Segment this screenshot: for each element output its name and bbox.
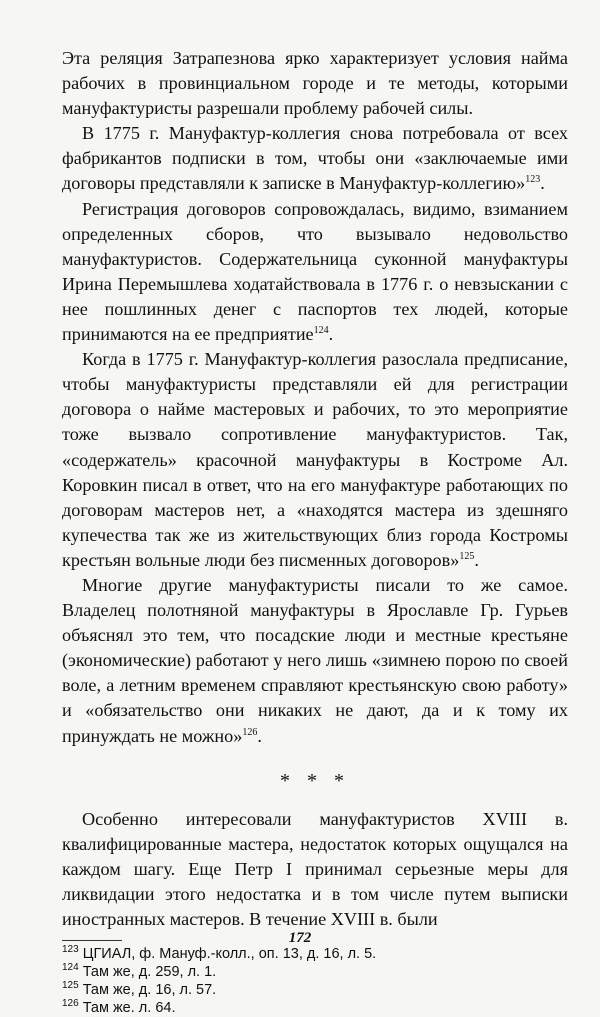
footnote-number: 125 <box>62 980 79 992</box>
footnote-ref-123: 123 <box>525 174 541 186</box>
footnote-number: 126 <box>62 998 79 1010</box>
paragraph-3: Регистрация договоров сопровождалась, видимо, взиманием определенных сборов, что вызывало недовольство мануфактуристов. Содержательница суконной мануфактуры Ирина Перемышлева ходатайствовала в 1776 г. о невзыскании с нее пошлинных денег с паспортов тех людей, которые принимаются на ее предприятие$^{124}$. <box>62 198 568 345</box>
paragraph-4: Когда в 1775 г. Мануфактур-коллегия разослала предписание, чтобы мануфактуристы представляли ей для регистрации договора о найме мастеровых и рабочих, то это мероприятие тоже вызвало сопротивление мануфактуристов. Так, «содержатель» красочной мануфактуры в Костроме Ал. Коровкин писал в ответ, что на его мануфактуре работающих по договорам мастеров нет, а «находятся мастера из здешняго купечества так же из жительствующих близ города Костромы крестьян вольные люди без писменных договоров»$^{125}$. <box>62 349 568 570</box>
footnote-ref-125: 125 <box>459 550 475 562</box>
paragraph-2-text: В 1775 г. Мануфактур-коллегия снова потребовала от всех фабрикантов подписки в том, чтобы они «заключаемые ими договоры представляли к записке в Мануфактур-коллегию» <box>62 123 568 194</box>
paragraph-3-text: Регистрация договоров сопровождалась, видимо, взиманием определенных сборов, что вызывало недовольство мануфактуристов. Содержательница суконной мануфактуры Ирина Перемышлева ходатайствовала в 1776 г. о невзыскании с нее пошлинных денег с паспортов тех людей, которые принимаются на ее предприятие <box>62 198 568 345</box>
paragraph-5: Многие другие мануфактуристы писали то же самое. Владелец полотняной мануфактуры в Ярославле Гр. Гурьев объяснял это тем, что посадские люди и местные крестьяне (экономические) работают у него лишь «зимнею порою по своей воле, а летним временем справляют крестьянскую свою работу» и «обязательство они никаких не дают, да и к тому их принуждать не можно»$^{126}$. <box>62 574 568 746</box>
paragraph-5-text: Многие другие мануфактуристы писали то же самое. Владелец полотняной мануфактуры в Ярославле Гр. Гурьев объяснял это тем, что посадские люди и местные крестьяне (экономические) работают у него лишь «зимнею порою по своей воле, а летним временем справляют крестьянскую свою работу» и «обязательство они никаких не дают, да и к тому их принуждать не можно» <box>62 574 568 746</box>
footnote-123 <box>62 945 568 963</box>
footnote-ref-126: 126 <box>242 726 258 738</box>
footnote-text: Там же. л. 64. <box>82 1000 176 1017</box>
footnote-124 <box>62 963 568 981</box>
paragraph-2: В 1775 г. Мануфактур-коллегия снова потребовала от всех фабрикантов подписки в том, чтобы они «заключаемые ими договоры представляли к записке в Мануфактур-коллегию»$^{123}$. <box>62 123 568 194</box>
section-separator: * * * <box>280 769 350 792</box>
footnote-text: ЦГИАЛ, ф. Мануф.-колл., оп. 13, д. 16, л. 5. <box>82 946 377 963</box>
paragraph-1-text: Эта реляция Затрапезнова ярко характеризует условия найма рабочих в провинциальном городе и те методы, которыми мануфактуристы разрешали проблему рабочей силы. <box>62 48 568 119</box>
paragraph-6 <box>62 807 568 932</box>
footnote-126 <box>62 999 568 1017</box>
footnote-text: Там же, д. 259, л. 1. <box>82 964 217 981</box>
footnote-text: Там же, д. 16, л. 57. <box>82 982 217 999</box>
footnote-number: 124 <box>62 962 79 974</box>
paragraph-6-text: Особенно интересовали мануфактуристов XVIII в. квалифицированные мастера, недостаток которых ощущался на каждом шагу. Еще Петр I принимал серьезные меры для ликвидации этого недостатка и в том числе путем выписки иностранных мастеров. В течение XVIII в. были <box>62 808 568 929</box>
page-number: 172 <box>288 930 312 946</box>
footnote-number: 123 <box>62 944 79 956</box>
footnote-ref-124: 124 <box>313 324 329 336</box>
paragraph-1 <box>62 46 568 121</box>
footnotes <box>62 945 568 1017</box>
paragraph-4-text: Когда в 1775 г. Мануфактур-коллегия разослала предписание, чтобы мануфактуристы представляли ей для регистрации договора о найме мастеровых и рабочих, то это мероприятие тоже вызвало сопротивление мануфактуристов. Так, «содержатель» красочной мануфактуры в Костроме Ал. Коровкин писал в ответ, что на его мануфактуре работающих по договорам мастеров нет, а «находятся мастера из здешняго купечества так же из жительствующих близ города Костромы крестьян вольные люди без писменных договоров» <box>62 349 568 570</box>
